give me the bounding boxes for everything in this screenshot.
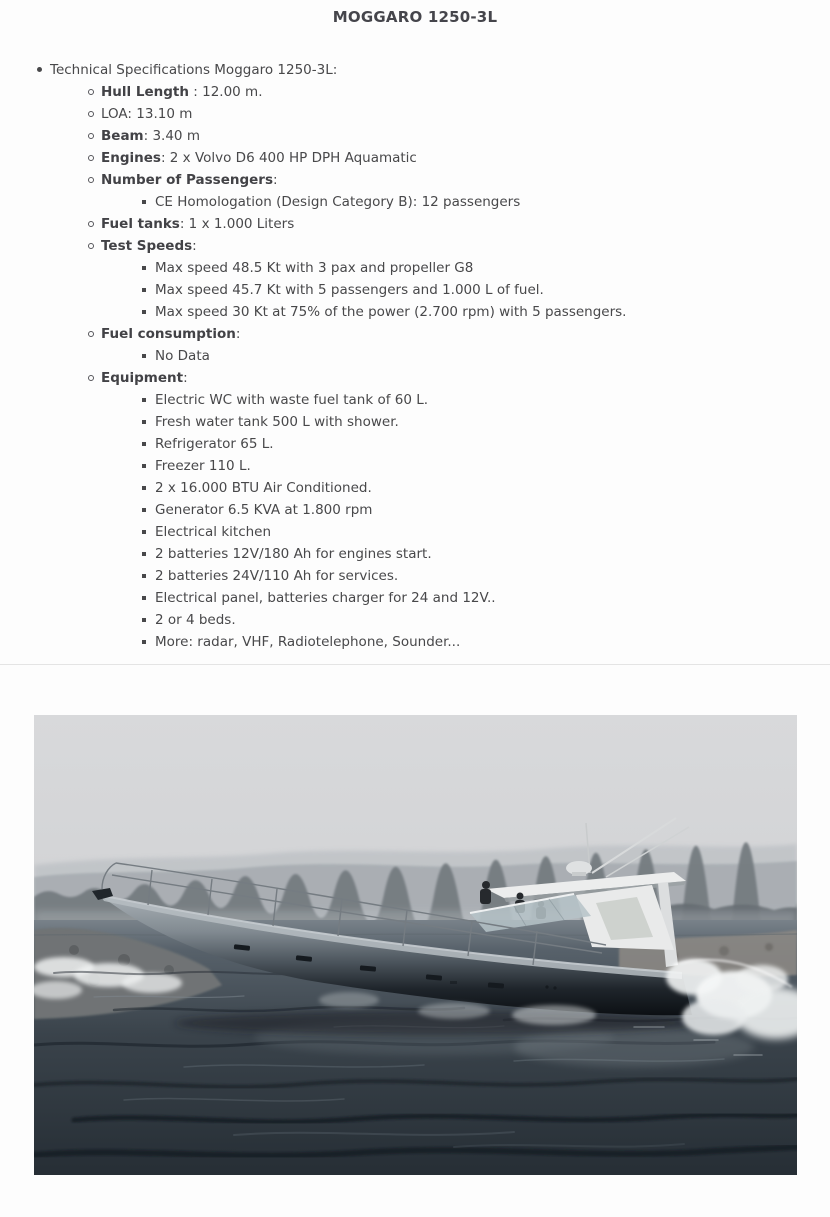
page-title: MOGGARO 1250-3L	[332, 8, 498, 26]
list-item: Electrical panel, batteries charger for 24 and 12V..	[141, 587, 830, 609]
test-speeds-sublist	[101, 257, 830, 323]
spec-engines: Engines: 2 x Volvo D6 400 HP DPH Aquamatic	[87, 147, 830, 169]
list-item: Refrigerator 65 L.	[141, 433, 830, 455]
spec-beam: Beam: 3.40 m	[87, 125, 830, 147]
spec-test-speeds: Test Speeds: Max speed 48.5 Kt with 3 pax and propeller G8 Max speed 45.7 Kt with 5 passengers and 1.000 L of fuel. Max speed 30 Kt at 75% of the power (2.700 rpm) with 5 passengers.	[87, 235, 830, 323]
spec-fuel-tanks: Fuel tanks: 1 x 1.000 Liters	[87, 213, 830, 235]
list-item: Electric WC with waste fuel tank of 60 L.	[141, 389, 830, 411]
boat-photo	[34, 715, 797, 1175]
list-item: Freezer 110 L.	[141, 455, 830, 477]
list-item: More: radar, VHF, Radiotelephone, Sounder...	[141, 631, 830, 653]
list-item: 2 batteries 24V/110 Ah for services.	[141, 565, 830, 587]
list-item: Electrical kitchen	[141, 521, 830, 543]
passengers-sublist	[101, 191, 830, 213]
spec-intro	[36, 59, 830, 653]
spec-fuel-consumption: Fuel consumption: No Data	[87, 323, 830, 367]
spec-list	[0, 59, 830, 653]
list-item: 2 x 16.000 BTU Air Conditioned.	[141, 477, 830, 499]
spec-intro-text: Technical Specifications Moggaro 1250-3L:	[50, 62, 338, 78]
section-divider	[0, 664, 830, 665]
equipment-sublist	[101, 389, 830, 653]
spec-loa: LOA: 13.10 m	[87, 103, 830, 125]
list-item: Fresh water tank 500 L with shower.	[141, 411, 830, 433]
list-item: CE Homologation (Design Category B): 12 passengers	[141, 191, 830, 213]
list-item: 2 or 4 beds.	[141, 609, 830, 631]
list-item: 2 batteries 12V/180 Ah for engines start.	[141, 543, 830, 565]
list-item: Generator 6.5 KVA at 1.800 rpm	[141, 499, 830, 521]
spec-sublist	[50, 81, 830, 653]
list-item: Max speed 48.5 Kt with 3 pax and propeller G8	[141, 257, 830, 279]
spec-equipment: Equipment: Electric WC with waste fuel tank of 60 L. Fresh water tank 500 L with shower. Refrigerator 65 L. Freezer 110 L. 2 x 16.000 BTU Air Conditioned. Generator 6.5 KVA at 1.800 rpm Electrical kitchen 2 batteries 12V/180 Ah for engines start. 2 batteries 24V/110 Ah for services. Electrical panel, batteries charger for 24 and 12V.. 2 or 4 beds. More: radar, VHF, Radiotelephone, Sounder...	[87, 367, 830, 653]
list-item: Max speed 45.7 Kt with 5 passengers and 1.000 L of fuel.	[141, 279, 830, 301]
spec-passengers: Number of Passengers: CE Homologation (Design Category B): 12 passengers	[87, 169, 830, 213]
fuel-consumption-sublist	[101, 345, 830, 367]
list-item: Max speed 30 Kt at 75% of the power (2.700 rpm) with 5 passengers.	[141, 301, 830, 323]
boat-photo-graphic	[34, 715, 797, 1175]
list-item: No Data	[141, 345, 830, 367]
spec-hull-length: Hull Length : 12.00 m.	[87, 81, 830, 103]
